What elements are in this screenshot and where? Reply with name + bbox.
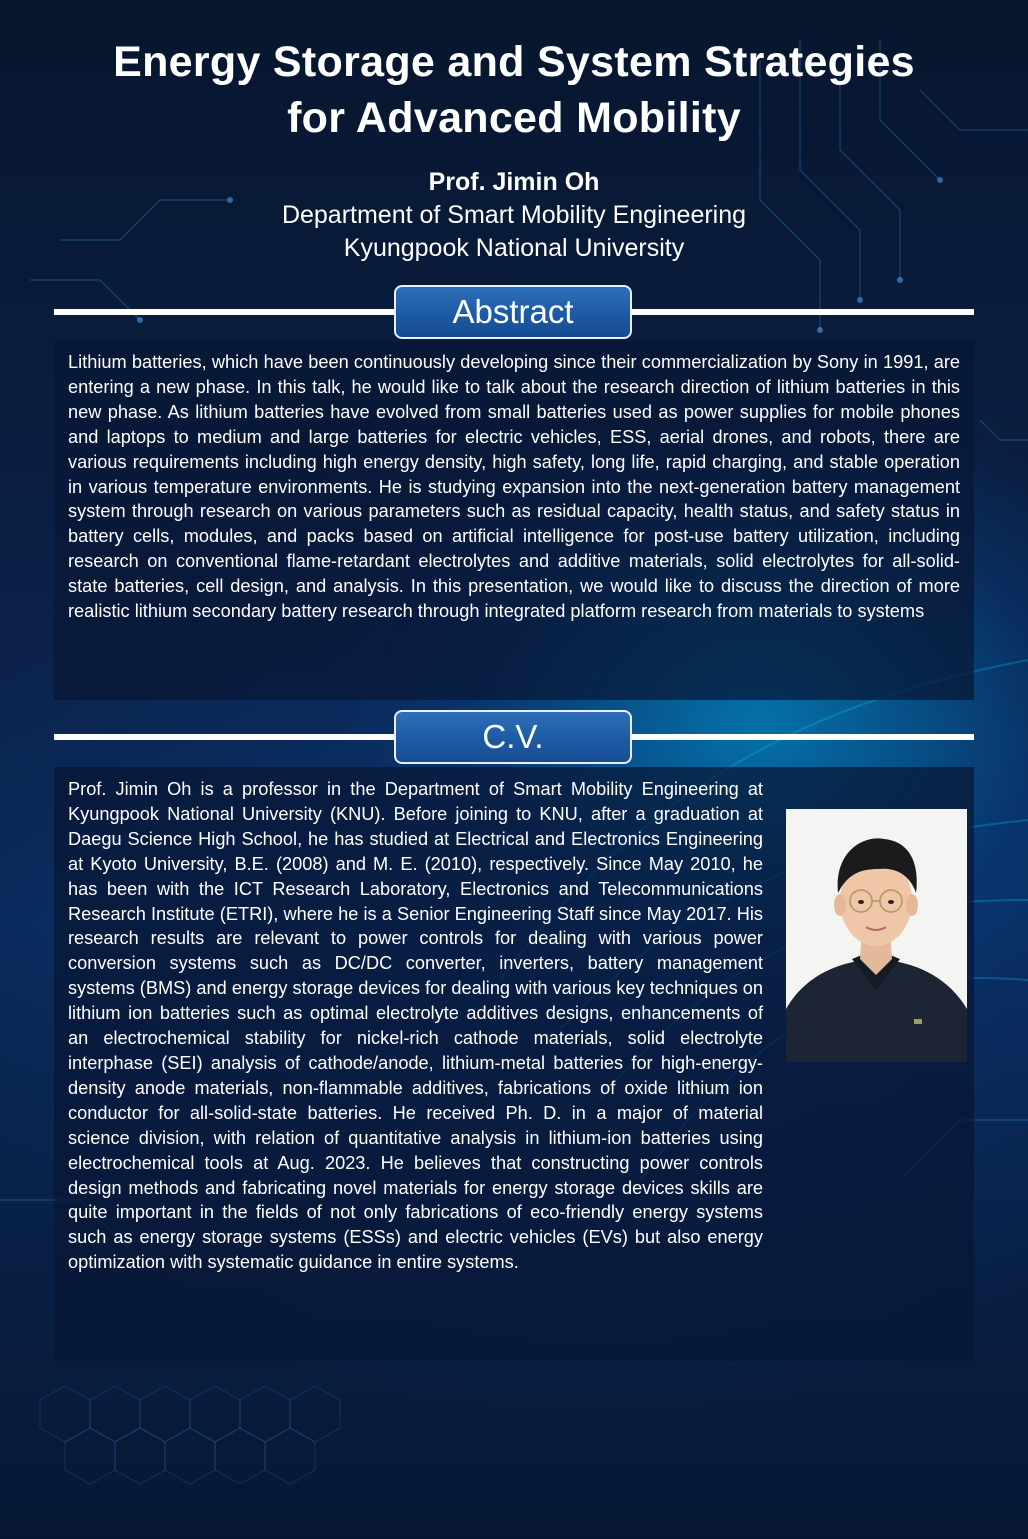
speaker-name: Prof. Jimin Oh (428, 168, 600, 196)
cv-heading: C.V. (394, 710, 632, 764)
title-line-2: for Advanced Mobility (287, 94, 741, 142)
abstract-heading: Abstract (394, 285, 632, 339)
speaker-info (0, 166, 1028, 265)
portrait-illustration (786, 809, 967, 1062)
title-line-1: Energy Storage and System Strategies (113, 38, 915, 86)
speaker-university: Kyungpook National University (343, 234, 685, 262)
speaker-department: Department of Smart Mobility Engineering (281, 201, 747, 229)
abstract-text: Lithium batteries, which have been continuously developing since their commercialization by Sony in 1991, are entering a new phase. In this talk, he would like to talk about the research direction of lithium batteries in this new phase. As lithium batteries have evolved from small batteries used as power supplies for mobile phones and laptops to medium and large batteries for electric vehicles, ESS, aerial drones, and robots, there are various requirements including high energy density, high safety, long life, rapid charging, and stable operation in various temperature environments. He is studying expansion into the next-generation battery management system through research on various parameters such as residual capacity, health status, and safety status in battery cells, modules, and packs based on artificial intelligence for post-use battery utilization, including research on conventional flame-retardant electrolytes and additive materials, solid electrolytes for all-solid-state batteries, cell design, and analysis. In this presentation, we would like to discuss the direction of more realistic lithium secondary battery research through integrated platform research from materials to systems (68, 352, 960, 622)
speaker-photo (786, 809, 967, 1062)
cv-text: Prof. Jimin Oh is a professor in the Department of Smart Mobility Engineering at Kyungpook National University (KNU). Before joining to KNU, after a graduation at Daegu Science High School, he has studied at Electrical and Electronics Engineering at Kyoto University, B.E. (2008) and M. E. (2010), respectively. Since May 2010, he has been with the ICT Research Laboratory, Electronics and Telecommunications Research Institute (ETRI), where he is a Senior Engineering Staff since May 2017. His research results are relevant to power controls for dealing with various power conversion systems such as DC/DC converter, inverters, battery management systems (BMS) and energy storage devices for dealing with various key techniques on lithium ion batteries such as optimal electrolyte additives designs, enhancements of an electrochemical stability for nickel-rich cathode materials, solid electrolyte interphase (SEI) analysis of cathode/anode, lithium-metal batteries for high-energy-density anode materials, non-flammable additives, fabrications of oxide lithium ion conductor for all-solid-state batteries. He received Ph. D. in a major of material science division, with relation of quantitative analysis in lithium-ion batteries using electrochemical tools at Aug. 2023. He believes that constructing power controls design methods and fabricating novel materials for energy storage devices skills are quite important in the fields of not only fabrications of eco-friendly energy systems such as energy storage systems (ESSs) and electric vehicles (EVs) but also energy optimization with systematic guidance in entire systems. (68, 779, 763, 1273)
page-title (0, 34, 1028, 146)
abstract-panel (54, 342, 974, 700)
